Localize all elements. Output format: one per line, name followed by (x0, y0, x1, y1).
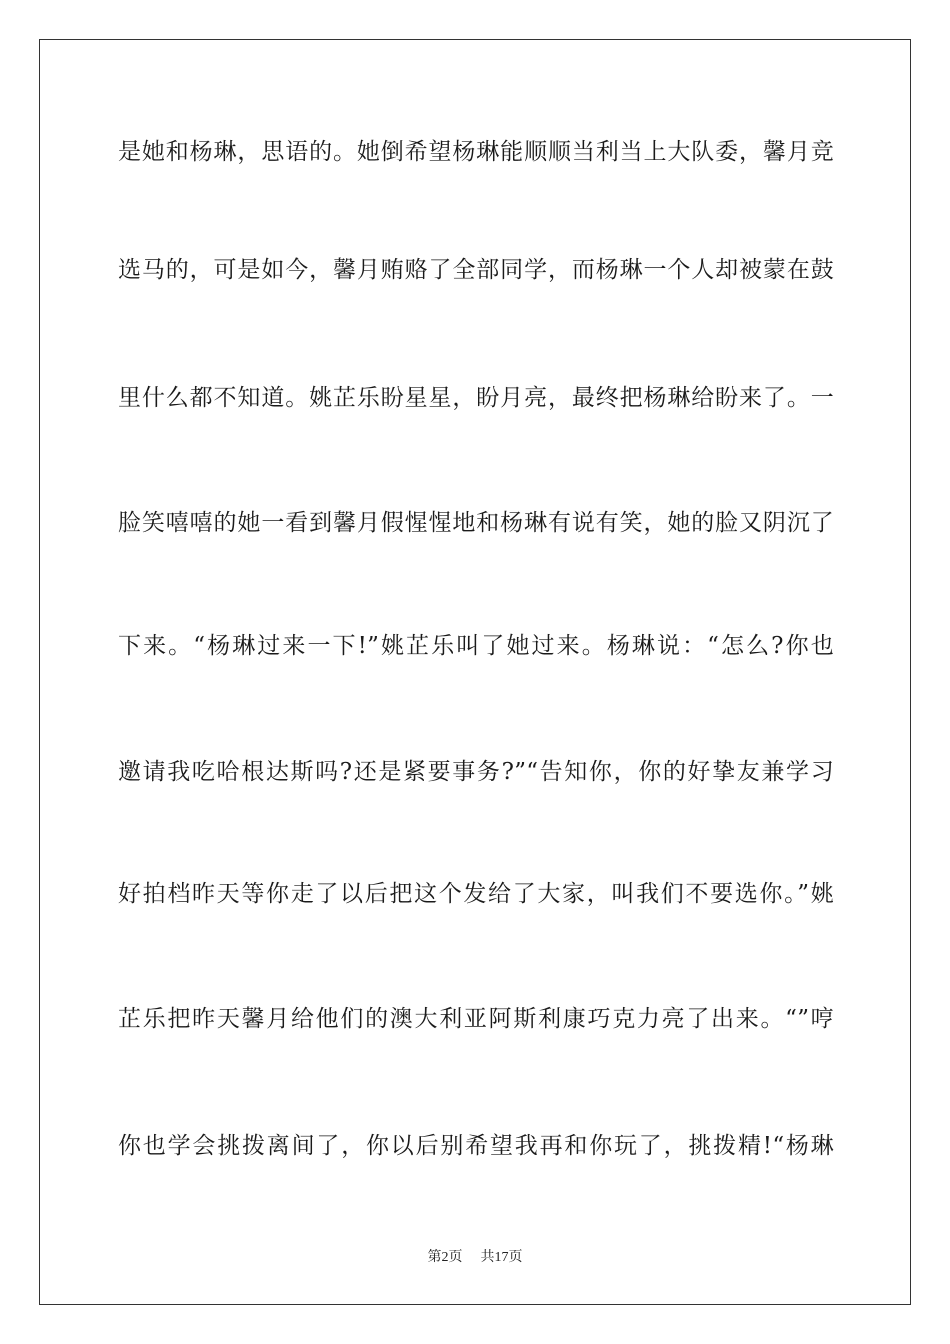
page-number: 第2页 (427, 1250, 463, 1265)
text-line-6: 邀请我吃哈根达斯吗?还是紧要事务?”“告知你，你的好挚友兼学习 (118, 759, 834, 785)
page-border (39, 39, 911, 1305)
text-line-1: 是她和杨琳，思语的。她倒希望杨琳能顺顺当利当上大队委，馨月竞 (118, 139, 834, 165)
page-footer (0, 1246, 950, 1266)
text-line-5: 下来。“杨琳过来一下!”姚芷乐叫了她过来。杨琳说：“怎么?你也 (118, 633, 834, 659)
text-line-2: 选马的，可是如今，馨月贿赂了全部同学，而杨琳一个人却被蒙在鼓 (118, 257, 834, 283)
page-total: 共17页 (480, 1250, 523, 1265)
text-line-4: 脸笑嘻嘻的她一看到馨月假惺惺地和杨琳有说有笑，她的脸又阴沉了 (118, 510, 834, 536)
text-line-3: 里什么都不知道。姚芷乐盼星星，盼月亮，最终把杨琳给盼来了。一 (118, 385, 834, 411)
text-line-8: 芷乐把昨天馨月给他们的澳大利亚阿斯利康巧克力亮了出来。“”哼 (118, 1006, 834, 1032)
text-line-9: 你也学会挑拨离间了，你以后别希望我再和你玩了，挑拨精!“杨琳 (118, 1133, 834, 1159)
text-line-7: 好拍档昨天等你走了以后把这个发给了大家，叫我们不要选你。”姚 (118, 881, 834, 907)
